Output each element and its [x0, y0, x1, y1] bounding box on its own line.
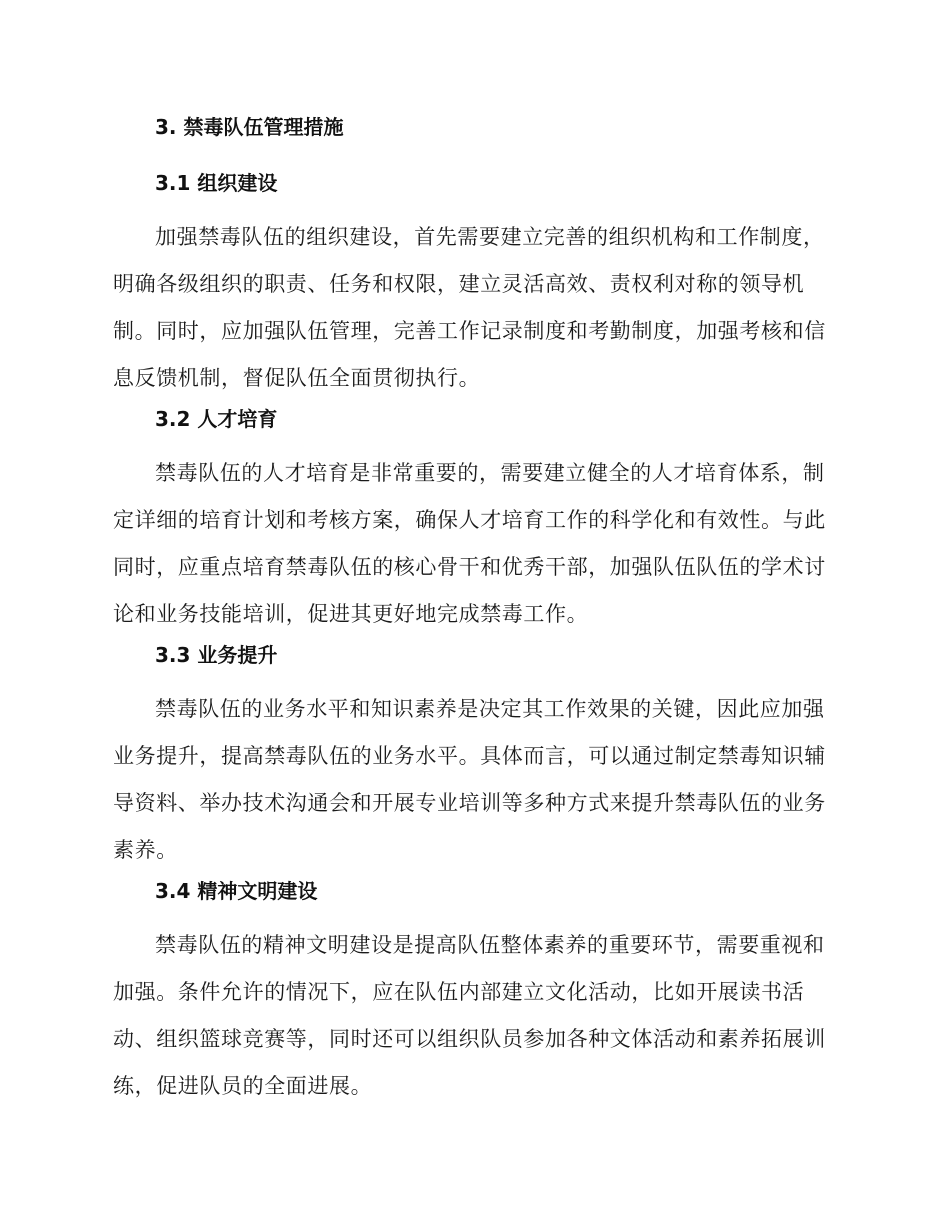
paragraph-line: 动、组织篮球竞赛等，同时还可以组织队员参加各种文体活动和素养拓展训 [113, 1027, 826, 1051]
subsection-heading-3-3: 3.3 业务提升 [155, 643, 278, 667]
paragraph-line: 明确各级组织的职责、任务和权限，建立灵活高效、责权利对称的领导机 [113, 272, 805, 296]
paragraph-line: 论和业务技能培训，促进其更好地完成禁毒工作。 [113, 602, 589, 626]
paragraph-organization-building [113, 214, 843, 402]
paragraph-line: 同时，应重点培育禁毒队伍的核心骨干和优秀干部，加强队伍队伍的学术讨 [113, 555, 826, 579]
paragraph-line: 练，促进队员的全面进展。 [113, 1074, 373, 1098]
paragraph-line: 加强。条件允许的情况下，应在队伍内部建立文化活动，比如开展读书活 [113, 980, 805, 1004]
paragraph-line: 禁毒队伍的人才培育是非常重要的，需要建立健全的人才培育体系，制 [155, 461, 825, 485]
paragraph-business-improvement [113, 686, 843, 874]
paragraph-talent-cultivation [113, 450, 843, 638]
paragraph-line: 定详细的培育计划和考核方案，确保人才培育工作的科学化和有效性。与此 [113, 508, 826, 532]
paragraph-line: 加强禁毒队伍的组织建设，首先需要建立完善的组织机构和工作制度， [155, 225, 825, 249]
paragraph-line: 导资料、举办技术沟通会和开展专业培训等多种方式来提升禁毒队伍的业务 [113, 791, 826, 815]
paragraph-line: 息反馈机制，督促队伍全面贯彻执行。 [113, 366, 481, 390]
paragraph-line: 制。同时，应加强队伍管理，完善工作记录制度和考勤制度，加强考核和信 [113, 319, 826, 343]
subsection-heading-3-2: 3.2 人才培育 [155, 407, 278, 431]
paragraph-line: 禁毒队伍的精神文明建设是提高队伍整体素养的重要环节，需要重视和 [155, 933, 825, 957]
paragraph-line: 业务提升，提高禁毒队伍的业务水平。具体而言，可以通过制定禁毒知识辅 [113, 744, 826, 768]
subsection-heading-3-1: 3.1 组织建设 [155, 171, 278, 195]
paragraph-spiritual-civilization [113, 922, 843, 1110]
paragraph-line: 禁毒队伍的业务水平和知识素养是决定其工作效果的关键，因此应加强 [155, 697, 825, 721]
section-title: 3. 禁毒队伍管理措施 [155, 115, 344, 139]
subsection-heading-3-4: 3.4 精神文明建设 [155, 879, 318, 903]
paragraph-line: 素养。 [113, 838, 178, 862]
